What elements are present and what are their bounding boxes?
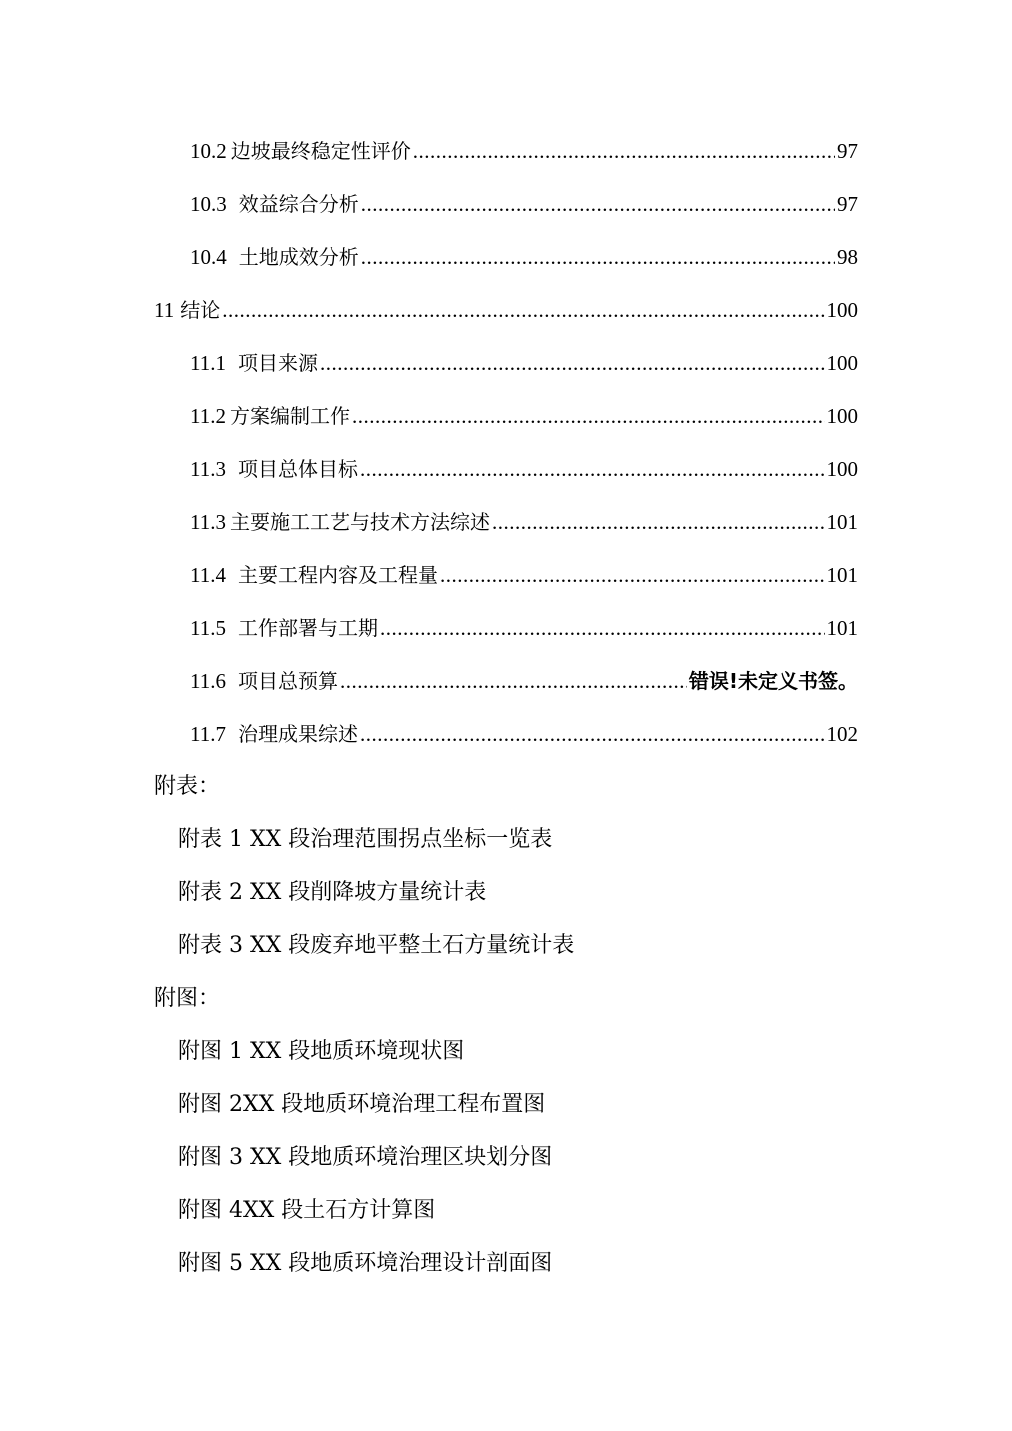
attached-table-item: 附表 2 XX 段削降坡方量统计表 xyxy=(178,880,487,905)
toc-leader-dots xyxy=(222,297,824,323)
toc-entry[interactable] xyxy=(190,509,858,535)
attached-figure-item: 附图 2XX 段地质环境治理工程布置图 xyxy=(178,1092,546,1117)
toc-title: 方案编制工作 xyxy=(229,404,350,428)
toc-entry[interactable] xyxy=(190,350,858,376)
toc-title: 治理成果综述 xyxy=(237,722,358,746)
attached-figures-heading: 附图： xyxy=(154,986,221,1011)
toc-leader-dots xyxy=(413,138,835,164)
toc-page-error: 错误!未定义书签。 xyxy=(688,669,858,693)
toc-leader-dots xyxy=(320,350,825,376)
toc-title: 项目总体目标 xyxy=(237,457,358,481)
toc-leader-dots xyxy=(380,615,825,641)
toc-page-number: 100 xyxy=(826,351,858,375)
toc-entry[interactable] xyxy=(190,138,858,164)
toc-title: 项目总预算 xyxy=(237,669,338,693)
toc-page-number: 101 xyxy=(826,616,858,640)
toc-number: 11.2 xyxy=(190,404,226,428)
toc-number: 11.3 xyxy=(190,510,226,534)
toc-title: 结论 xyxy=(180,298,221,322)
toc-title: 项目来源 xyxy=(237,351,318,375)
toc-entry[interactable] xyxy=(190,721,858,747)
attached-figure-item: 附图 5 XX 段地质环境治理设计剖面图 xyxy=(178,1251,553,1276)
toc-page-number: 101 xyxy=(826,510,858,534)
toc-number: 11.3 xyxy=(190,457,226,481)
attached-tables-heading: 附表： xyxy=(154,774,221,799)
attached-figure-item: 附图 3 XX 段地质环境治理区块划分图 xyxy=(178,1145,553,1170)
toc-page-number: 102 xyxy=(826,722,858,746)
toc-entry[interactable] xyxy=(154,297,858,323)
toc-entry[interactable] xyxy=(190,244,858,270)
toc-number: 10.4 xyxy=(190,245,227,269)
toc-number: 10.3 xyxy=(190,192,227,216)
toc-entry[interactable] xyxy=(190,668,858,694)
toc-leader-dots xyxy=(360,721,825,747)
toc-number: 11.4 xyxy=(190,563,226,587)
toc-leader-dots xyxy=(352,403,825,429)
toc-page-number: 97 xyxy=(837,139,858,163)
toc-title: 工作部署与工期 xyxy=(237,616,378,640)
toc-leader-dots xyxy=(492,509,825,535)
toc-title: 主要工程内容及工程量 xyxy=(237,563,438,587)
attached-table-item: 附表 1 XX 段治理范围拐点坐标一览表 xyxy=(178,827,553,852)
toc-leader-dots xyxy=(360,456,825,482)
toc-number: 11 xyxy=(154,298,175,322)
toc-page-number: 100 xyxy=(826,298,858,322)
toc-page-number: 97 xyxy=(837,192,858,216)
toc-leader-dots xyxy=(440,562,825,588)
toc-number: 11.1 xyxy=(190,351,226,375)
toc-number: 11.6 xyxy=(190,669,226,693)
toc-entry[interactable] xyxy=(190,191,858,217)
attached-figure-item: 附图 4XX 段土石方计算图 xyxy=(178,1198,436,1223)
toc-entry[interactable] xyxy=(190,403,858,429)
toc-number: 11.5 xyxy=(190,616,226,640)
toc-entry[interactable] xyxy=(190,456,858,482)
toc-page-number: 100 xyxy=(826,457,858,481)
toc-leader-dots xyxy=(361,191,835,217)
toc-title: 土地成效分析 xyxy=(238,245,359,269)
toc-leader-dots xyxy=(361,244,835,270)
toc-title: 主要施工工艺与技术方法综述 xyxy=(229,510,490,534)
toc-entry[interactable] xyxy=(190,562,858,588)
toc-number: 11.7 xyxy=(190,722,226,746)
toc-leader-dots xyxy=(340,668,687,694)
toc-page-number: 98 xyxy=(837,245,858,269)
toc-title: 效益综合分析 xyxy=(238,192,359,216)
attached-table-item: 附表 3 XX 段废弃地平整土石方量统计表 xyxy=(178,933,575,958)
toc-page-number: 100 xyxy=(826,404,858,428)
toc-title: 边坡最终稳定性评价 xyxy=(230,139,411,163)
toc-page-number: 101 xyxy=(826,563,858,587)
toc-entry[interactable] xyxy=(190,615,858,641)
toc-number: 10.2 xyxy=(190,139,227,163)
attached-figure-item: 附图 1 XX 段地质环境现状图 xyxy=(178,1039,465,1064)
